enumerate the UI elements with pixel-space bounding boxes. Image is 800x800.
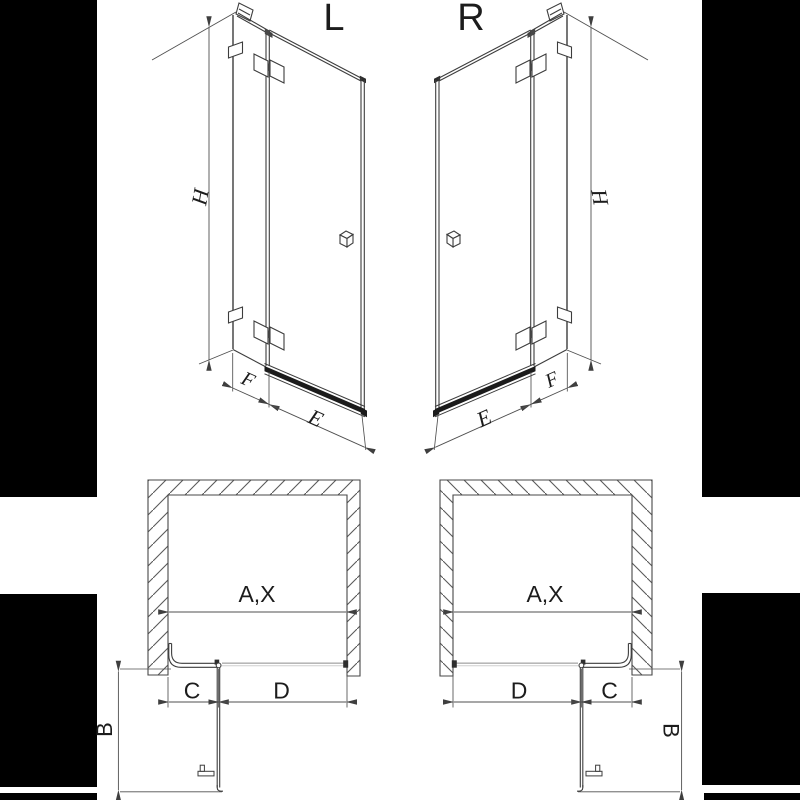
elevation-left [152, 0, 367, 450]
letterbox-bar-right-middle [702, 593, 800, 785]
door-width-dimension-label-right: E [472, 403, 496, 433]
elevation-right [433, 0, 648, 450]
door-label-left: D [273, 677, 290, 704]
height-dimension-label-left: H [186, 187, 214, 207]
projection-label-left: B [92, 722, 117, 737]
variant-label-right: R [457, 0, 485, 39]
plan-left [92, 480, 360, 792]
plan-right-geometry [440, 480, 682, 792]
letterbox-bar-right-top [702, 0, 800, 497]
letterbox-bar-right-bottom [704, 793, 800, 800]
fixed-width-dimension-label-right: F [541, 367, 563, 393]
opening-width-label-left: A,X [238, 581, 276, 607]
letterbox-bar-left-bottom [0, 793, 97, 800]
variant-label-left: L [323, 0, 345, 39]
projection-label-right: B [658, 723, 684, 738]
elevation-right-geometry [433, 3, 648, 450]
plan-right [440, 480, 684, 792]
fixed-width-dimension-label-left: F [237, 367, 259, 393]
fixed-panel-label-right: C [601, 677, 618, 704]
plan-left-geometry [118, 480, 360, 792]
door-width-dimension-label-left: E [304, 403, 328, 433]
door-label-right: D [510, 677, 528, 704]
opening-width-label-right: A,X [526, 581, 564, 607]
fixed-panel-label-left: C [183, 677, 201, 704]
letterbox-bar-left-middle [0, 594, 97, 787]
height-dimension-label-right: H [586, 187, 614, 207]
letterbox-bar-left-top [0, 0, 97, 497]
elevation-left-geometry [152, 3, 367, 450]
